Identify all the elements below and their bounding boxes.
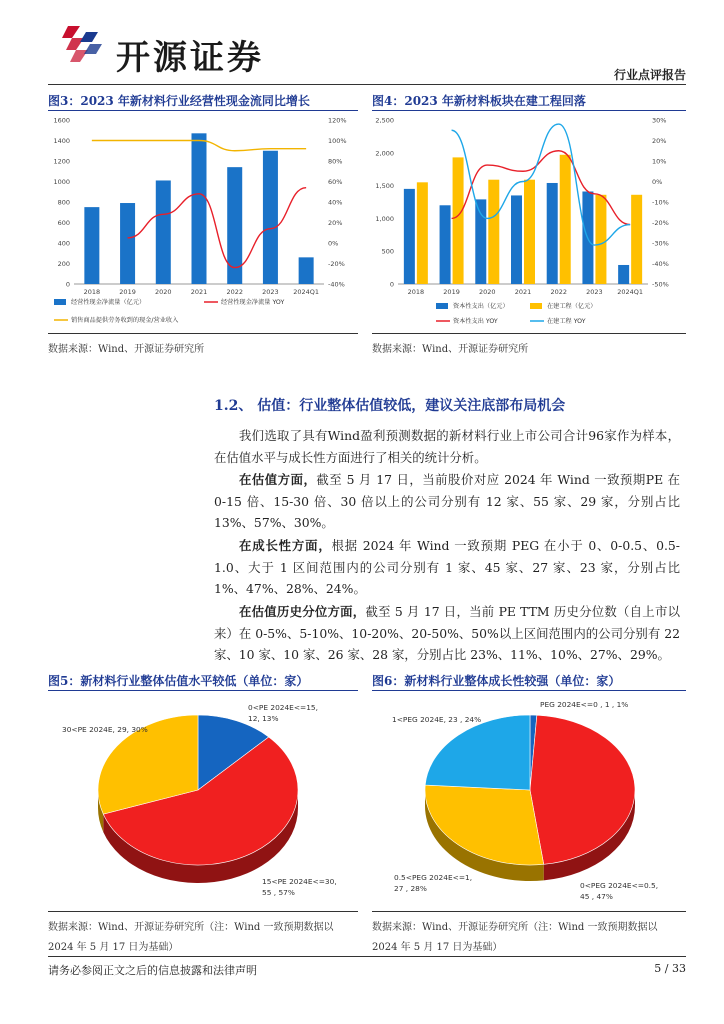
bar — [299, 257, 314, 284]
brand-name: 开源证券 — [116, 38, 264, 78]
paragraph-1-text: 我们选取了具有Wind盈利预测数据的新材料行业上市公司合计96家作为样本，在估值水平与成长性方面进行了相关的统计分析。 — [214, 428, 680, 465]
bar — [404, 189, 415, 284]
x-tick-label: 2021 — [190, 288, 208, 296]
bar — [618, 265, 629, 284]
paragraph-3 — [214, 535, 680, 600]
left-tick-label: 1400 — [53, 137, 70, 145]
x-tick-label: 2024Q1 — [617, 288, 644, 296]
left-tick-label: 2,500 — [375, 116, 394, 125]
bar — [120, 203, 135, 284]
pie-label: 45 , 47% — [580, 892, 613, 901]
bar — [488, 180, 499, 284]
pie-label: PEG 2024E<=0 , 1 , 1% — [540, 700, 629, 709]
x-tick-label: 2024Q1 — [293, 288, 320, 296]
legend-swatch — [530, 303, 542, 309]
x-tick-label: 2022 — [226, 288, 243, 296]
paragraph-3-text: 根据 2024 年 Wind 一致预期 PEG 在小于 0、0-0.5、0.5-1.0、大于 1 区间范围内的公司分别有 1 家、45 家、27 家、23 家，分别占比 1%、47%、28%、24%。 — [214, 538, 680, 596]
left-tick-label: 1000 — [53, 178, 70, 186]
bar — [263, 151, 278, 284]
bar — [453, 157, 464, 284]
right-tick-label: -20% — [328, 260, 345, 268]
right-tick-label: 20% — [328, 219, 343, 227]
left-tick-label: 1,500 — [375, 182, 394, 191]
fig4-source: 数据来源：Wind、开源证券研究所 — [372, 344, 529, 355]
fig3-source: 数据来源：Wind、开源证券研究所 — [48, 344, 205, 355]
right-tick-label: 10% — [652, 157, 667, 166]
pie-label: 15<PE 2024E<=30, — [262, 877, 337, 886]
x-tick-label: 2023 — [262, 288, 279, 296]
paragraph-4 — [214, 601, 680, 666]
fig5-chart — [48, 692, 358, 908]
legend-label: 经营性现金净流量 YOY — [221, 299, 285, 306]
right-tick-label: -30% — [652, 239, 669, 248]
fig5-title: 图5：新材料行业整体估值水平较低（单位：家） — [48, 674, 309, 688]
bar — [84, 207, 99, 284]
x-tick-label: 2020 — [479, 288, 496, 296]
left-tick-label: 0 — [389, 280, 394, 289]
fig6-source: 数据来源：Wind、开源证券研究所（注：Wind 一致预期数据以 2024 年 5 月 17 日为基础） — [372, 922, 658, 953]
bar — [511, 195, 522, 284]
left-tick-label: 600 — [57, 219, 70, 227]
pie-label: 0.5<PEG 2024E<=1, — [394, 873, 473, 882]
bar — [192, 133, 207, 284]
footer-note: 请务必参阅正文之后的信息披露和法律声明 — [48, 964, 257, 977]
legend-label: 资本性支出 YOY — [453, 318, 498, 325]
bar — [631, 195, 642, 284]
fig3-chart — [48, 112, 358, 332]
pie-label: 0<PEG 2024E<=0.5, — [580, 881, 659, 890]
legend-label: 经营性现金净流量（亿元） — [71, 299, 146, 306]
fig6-title: 图6：新材料行业整体成长性较强（单位：家） — [372, 674, 621, 688]
pie-label: 12, 13% — [248, 714, 279, 723]
legend-swatch — [436, 303, 448, 309]
bar — [524, 180, 535, 284]
x-tick-label: 2019 — [443, 288, 460, 296]
header-rule — [48, 84, 686, 85]
pie-label: 0<PE 2024E<=15, — [248, 703, 318, 712]
kaiyuan-logo-icon — [62, 22, 110, 64]
left-tick-label: 0 — [65, 280, 70, 289]
pie-slice — [425, 715, 530, 790]
right-tick-label: 120% — [328, 116, 347, 125]
left-tick-label: 400 — [57, 239, 70, 248]
right-tick-label: -40% — [652, 260, 669, 268]
footer-rule — [48, 956, 686, 957]
right-tick-label: -50% — [652, 280, 669, 289]
right-tick-label: 80% — [328, 157, 343, 166]
legend-swatch — [54, 299, 66, 305]
fig6-chart — [372, 692, 686, 908]
fig4-title: 图4：2023 年新材料板块在建工程回落 — [372, 94, 586, 108]
bar — [547, 183, 558, 284]
right-tick-label: 0% — [328, 239, 339, 248]
right-tick-label: -20% — [652, 219, 669, 227]
left-tick-label: 800 — [57, 198, 70, 207]
paragraph-3-lead: 在成长性方面， — [239, 538, 332, 553]
legend-label: 在建工程 YOY — [547, 318, 586, 325]
right-tick-label: 30% — [652, 116, 667, 125]
section-title: 1.2、 估值：行业整体估值较低，建议关注底部布局机会 — [214, 398, 566, 414]
right-tick-label: 100% — [328, 137, 347, 145]
series-line — [128, 188, 307, 268]
pie-label: 27 , 28% — [394, 884, 427, 893]
bar — [156, 180, 171, 284]
x-tick-label: 2023 — [586, 288, 603, 296]
x-tick-label: 2020 — [155, 288, 172, 296]
right-tick-label: -40% — [328, 280, 345, 289]
right-tick-label: 60% — [328, 178, 343, 186]
pie-label: 1<PEG 2024E, 23 , 24% — [392, 715, 482, 724]
pie-label: 30<PE 2024E, 29, 30% — [62, 725, 148, 734]
x-tick-label: 2021 — [514, 288, 532, 296]
page-number: 5 / 33 — [654, 962, 686, 975]
bar — [440, 205, 451, 284]
paragraph-4-text: 截至 5 月 17 日，当前 PE TTM 历史分位数（自上市以来）在 0-5%、5-10%、10-20%、20-50%、50%以上区间范围内的公司分别有 22 家、10 家、10 家、26 家、28 家，分别占比 23%、11%、10%、27%、29%。 — [214, 604, 680, 662]
pie-slice — [425, 785, 544, 865]
fig4-chart — [372, 112, 686, 332]
paragraph-2-lead: 在估值方面， — [239, 472, 317, 487]
right-tick-label: 20% — [652, 137, 667, 145]
x-tick-label: 2018 — [407, 288, 425, 296]
right-tick-label: 0% — [652, 178, 663, 186]
paragraph-4-lead: 在估值历史分位方面， — [239, 604, 366, 619]
doc-type: 行业点评报告 — [613, 68, 686, 82]
x-tick-label: 2019 — [119, 288, 136, 296]
left-tick-label: 2,000 — [375, 149, 394, 158]
bar — [595, 195, 606, 284]
right-tick-label: -10% — [652, 198, 669, 207]
legend-label: 资本性支出（亿元） — [453, 303, 509, 310]
pie-label: 55 , 57% — [262, 888, 295, 897]
fig3-title: 图3：2023 年新材料行业经营性现金流同比增长 — [48, 94, 310, 108]
x-tick-label: 2022 — [550, 288, 567, 296]
fig5-source: 数据来源：Wind、开源证券研究所（注：Wind 一致预期数据以 2024 年 5 月 17 日为基础） — [48, 922, 334, 953]
x-tick-label: 2018 — [83, 288, 101, 296]
paragraph-2-text: 截至 5 月 17 日，当前股价对应 2024 年 Wind 一致预期PE 在 0-15 倍、15-30 倍、30 倍以上的公司分别有 12 家、55 家、29 家，分别占比 13%、57%、30%。 — [214, 472, 681, 530]
bar — [475, 199, 486, 284]
left-tick-label: 500 — [381, 247, 394, 256]
paragraph-1 — [214, 425, 680, 468]
bar — [560, 155, 571, 284]
bar — [417, 182, 428, 284]
left-tick-label: 1,000 — [375, 214, 394, 223]
legend-label: 销售商品提供劳务收到的现金/营业收入 — [71, 317, 179, 324]
legend-label: 在建工程（亿元） — [547, 303, 597, 310]
paragraph-2 — [214, 469, 680, 534]
right-tick-label: 40% — [328, 198, 343, 207]
left-tick-label: 200 — [57, 260, 70, 268]
left-tick-label: 1200 — [53, 157, 70, 166]
left-tick-label: 1600 — [53, 116, 70, 125]
